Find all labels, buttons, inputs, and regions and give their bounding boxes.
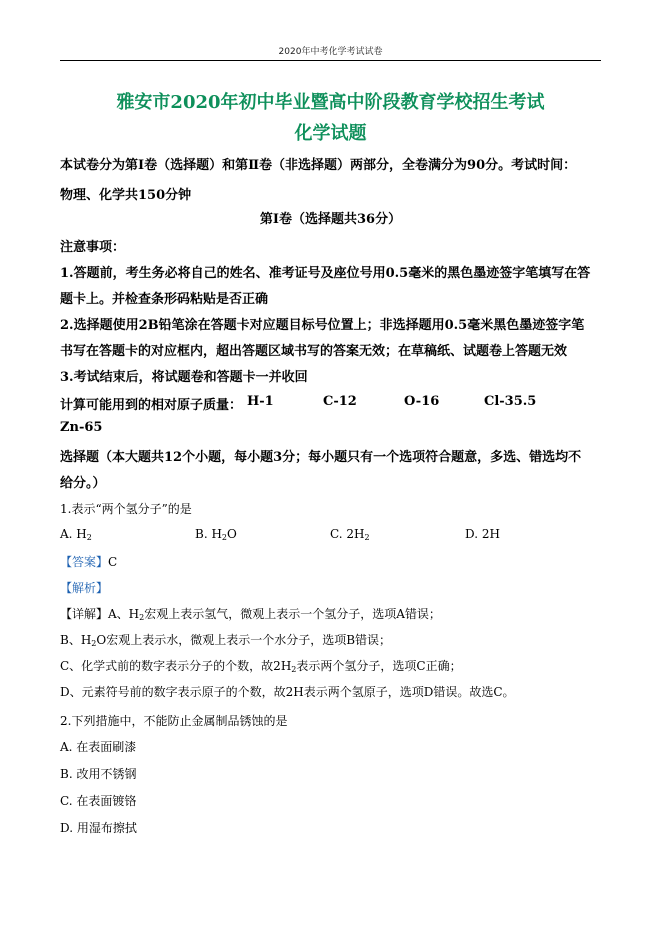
atomic-mass-zn: Zn-65 [60,420,103,435]
intro-line-1: 本试卷分为第Ⅰ卷（选择题）和第Ⅱ卷（非选择题）两部分，全卷满分为90分。考试时间： [60,158,577,173]
exam-title: 雅安市2020年初中毕业暨高中阶段教育学校招生考试 [116,92,545,113]
answer-tag: 【答案】 [60,555,109,569]
question-2-stem: 2.下列措施中，不能防止金属制品锈蚀的是 [60,714,288,728]
note-2-line-2: 书写在答题卡的对应框内，超出答题区域书写的答案无效；在草稿纸、试题卷上答题无效 [60,344,568,359]
q1-analysis-tag: 【解析】 [60,581,109,595]
q1-option-b: B. $H_2O$ [195,527,237,542]
section-one-title: 第Ⅰ卷（选择题共36分） [259,212,402,227]
atomic-mass-o: O-16 [404,394,440,409]
question-1-stem: 1.表示“两个氢分子”的是 [60,502,192,516]
q2-option-d: D. 用湿布擦拭 [60,821,137,835]
q1-detail-b: B、$H_2O$宏观上表示水，微观上表示一个水分子，选项B错误； [60,633,392,648]
q2-option-a: A. 在表面刷漆 [60,740,137,754]
header-rule [60,60,601,61]
section-instruction-line-1: 选择题（本大题共12个小题，每小题3分；每小题只有一个选项符合题意，多选、错选均不 [60,450,582,465]
note-1-line-1: 1.答题前，考生务必将自己的姓名、准考证号及座位号用0.5毫米的黑色墨迹签字笔填写在答 [60,266,591,281]
q1-option-d: D. 2H [465,527,500,541]
intro-line-2: 物理、化学共150分钟 [60,188,192,203]
q1-answer [60,553,117,570]
q2-option-b: B. 改用不锈钢 [60,767,137,781]
answer-value: C [108,555,118,569]
q1-detail-c: C、化学式前的数字表示分子的个数，故$2H_2$表示两个氢分子，选项C正确； [60,659,462,674]
q1-detail-d: D、元素符号前的数字表示原子的个数，故2H表示两个氢原子，选项D错误。故选C。 [60,685,515,699]
note-2-line-1: 2.选择题使用2B铅笔涂在答题卡对应题目标号位置上；非选择题用0.5毫米黑色墨迹签字笔 [60,318,585,333]
atomic-mass-cl: Cl-35.5 [484,394,537,409]
atomic-mass-h: H-1 [247,394,274,409]
running-header: 2020年中考化学考试试卷 [278,47,383,57]
note-1-line-2: 题卡上。并检查条形码粘贴是否正确 [60,292,269,307]
q1-option-c: C. $2H_2$ [330,527,370,542]
q1-detail-a: 【详解】A、$H_2$宏观上表示氢气，微观上表示一个氢分子，选项A错误； [60,607,441,622]
section-instruction-line-2: 给分。） [60,476,106,491]
atomic-mass-label: 计算可能用到的相对原子质量： [60,398,243,413]
subject-title: 化学试题 [294,123,367,144]
notes-heading: 注意事项： [60,240,126,255]
note-3: 3.考试结束后，将试题卷和答题卡一并收回 [60,370,308,385]
atomic-mass-c: C-12 [323,394,357,409]
q1-option-a: A. $H_2$ [60,527,92,542]
q2-option-c: C. 在表面镀铬 [60,794,137,808]
